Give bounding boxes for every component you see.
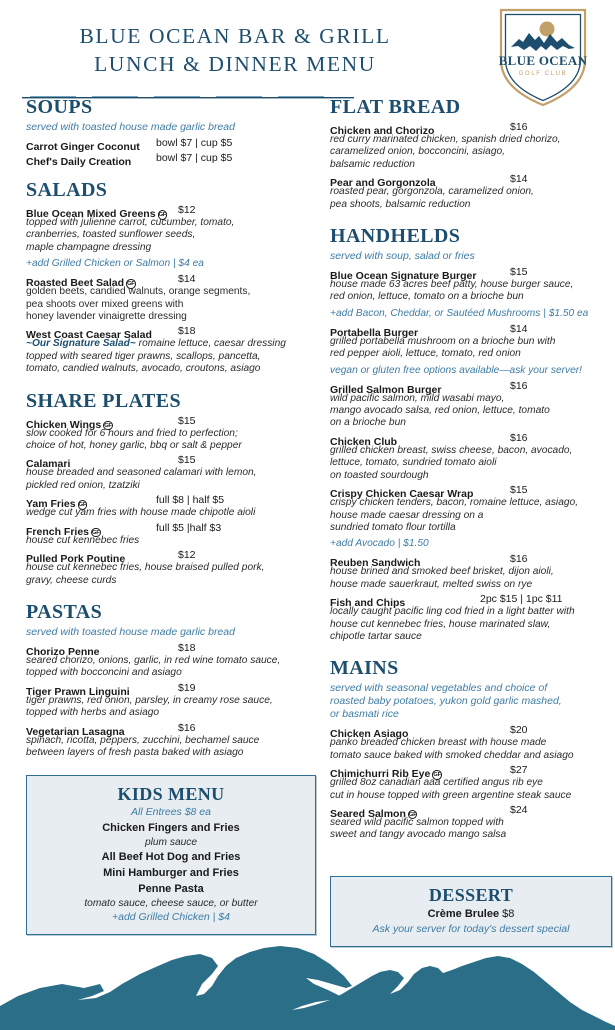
- menu-item: [330, 432, 612, 482]
- menu-item-price: bowl $7 | cup $5: [156, 152, 233, 164]
- menu-item: [330, 484, 612, 550]
- menu-item-price: $14: [178, 273, 196, 286]
- section-title: SOUPS: [26, 96, 93, 118]
- kids-menu-item: All Beef Hot Dog and Fries: [101, 851, 241, 863]
- menu-item-head: [26, 641, 316, 658]
- menu-item: [26, 454, 316, 492]
- dessert-item-name: Crème Brulee: [427, 908, 500, 920]
- section-title: HANDHELDS: [330, 225, 461, 248]
- menu-item-head: [330, 803, 612, 820]
- menu-item: [26, 273, 316, 323]
- logo-name: BLUE OCEAN: [498, 53, 588, 68]
- menu-item: [26, 549, 316, 587]
- menu-item-price: $16: [510, 553, 528, 566]
- menu-item-name: Reuben Sandwich: [330, 557, 421, 570]
- dessert-title: DESSERT: [428, 885, 514, 905]
- menu-item-price: $15: [178, 454, 196, 467]
- menu-item-price: $16: [178, 721, 196, 734]
- menu-item-head: [330, 379, 612, 396]
- menu-item: [26, 494, 316, 519]
- menu-item-description: grilled 8oz canadian aaa certified angus rib eye cut in house topped with green argentine steak sauce: [330, 777, 572, 801]
- menu-item-name: Chicken and Chorizo: [330, 125, 435, 137]
- menu-item: [26, 204, 316, 270]
- right-column: [330, 92, 612, 844]
- kids-menu-item-sub: plum sauce: [144, 837, 198, 848]
- menu-item-description: topped with julienne carrot, cucumber, tomato, cranberries, toasted sunflower seeds, maple champagne dressing: [26, 217, 235, 253]
- menu-item-name: Pear and Gorgonzola: [330, 177, 436, 190]
- sun-icon: [540, 22, 555, 37]
- menu-item-name: Carrot Ginger Coconut: [26, 141, 140, 153]
- menu-item-price: full $5 |half $3: [156, 521, 222, 534]
- menu-item-name: Fish and Chips: [330, 597, 406, 610]
- menu-item-price: $18: [178, 325, 196, 338]
- menu-item-head: [330, 431, 612, 448]
- menu-item-description: slow cooked for 6 hours and fried to perfection; choice of hot, honey garlic, bbq or salt & pepper: [26, 427, 242, 452]
- menu-item-price: $16: [510, 431, 528, 444]
- title-line-2: LUNCH & DINNER MENU: [94, 52, 376, 76]
- menu-item-name: Chimichurri Rib Eye: [330, 768, 431, 781]
- menu-item-description: grilled portabella mushroom on a brioche bun with red pepper aioli, lettuce, tomato, red onion: [330, 335, 556, 360]
- signature-tag: ~Our Signature Salad~: [26, 338, 136, 350]
- menu-item-price: $14: [510, 173, 528, 186]
- menu-item-description: spinach, ricotta, peppers, zucchini, bechamel sauce between layers of fresh pasta baked with asiago: [26, 734, 260, 758]
- menu-item-head: [26, 152, 316, 168]
- menu-item-price: $12: [178, 204, 196, 216]
- section-note: served with soup, salad or fries: [330, 250, 475, 263]
- menu-item: [330, 266, 612, 320]
- menu-item-description: grilled chicken breast, swiss cheese, bacon, avocado, lettuce, tomato, sundried tomato aioli on toasted sourdough: [330, 444, 573, 481]
- menu-item-head: [26, 454, 316, 471]
- menu-item-price: $24: [510, 803, 528, 816]
- menu-item-price: $15: [510, 266, 528, 279]
- menu-item-head: [26, 414, 316, 431]
- dessert-note: Ask your server for today's dessert special: [372, 923, 570, 935]
- menu-item-name: Grilled Salmon Burger: [330, 383, 442, 396]
- menu-item-head: [330, 173, 612, 190]
- dessert-item-price: $8: [502, 908, 515, 920]
- menu-item-description: house made 63 acres beef patty, house burger sauce, red onion, lettuce, tomato on a brioche bun: [330, 279, 574, 303]
- menu-item: [330, 121, 612, 171]
- kids-menu-addon: +add Grilled Chicken | $4: [111, 911, 230, 923]
- menu-item-description: red curry marinated chicken, spanish dried chorizo, caramelized onion, bocconcini, asiago, balsamic reduction: [330, 134, 561, 170]
- menu-item-addon: +add Grilled Chicken or Salmon | $4 ea: [26, 258, 204, 270]
- menu-item-addon: +add Bacon, Cheddar, or Sautéed Mushrooms | $1.50 ea: [330, 307, 589, 319]
- menu-item-name: Portabella Burger: [330, 326, 419, 339]
- menu-item-addon: +add Avocado | $1.50: [330, 538, 429, 550]
- menu-item-price: $14: [510, 322, 528, 335]
- menu-item-price: $27: [510, 764, 528, 777]
- menu-item-price: $12: [178, 549, 196, 562]
- kids-menu-title: KIDS MENU: [117, 784, 225, 804]
- menu-item-head: [26, 494, 316, 511]
- menu-item-head: [26, 325, 316, 342]
- menu-item-name: Yam Fries: [26, 498, 76, 511]
- menu-item-price: $16: [510, 121, 528, 133]
- dessert-box: [330, 876, 612, 947]
- menu-item-description: ~Our Signature Salad~ romaine lettuce, caesar dressing topped with seared tiger prawns, scallops, pancetta, tomato, candied walnuts, avocado, croutons, asiago: [26, 338, 286, 375]
- menu-item-description: house brined and smoked beef brisket, dijon aioli, house made sauerkraut, melted swiss on rye: [330, 566, 554, 590]
- menu-item-name: Vegetarian Lasagna: [26, 725, 125, 738]
- menu-item-head: [330, 484, 612, 501]
- menu-item-description: seared wild pacific salmon topped with sweet and tangy avocado mango salsa: [330, 816, 507, 841]
- menu-item-name: Chicken Club: [330, 435, 398, 448]
- menu-item-name: Tiger Prawn Linguini: [26, 685, 130, 698]
- menu-item-head: [330, 764, 612, 781]
- menu-item-name: Pulled Pork Poutine: [26, 553, 126, 566]
- title-line-1: BLUE OCEAN BAR & GRILL: [79, 24, 391, 48]
- menu-item: [330, 593, 612, 643]
- menu-item-head: [330, 266, 612, 283]
- kids-menu-item: Penne Pasta: [138, 883, 204, 895]
- section-note: served with toasted house made garlic bread: [26, 121, 235, 133]
- menu-item: [330, 380, 612, 430]
- section-title: MAINS: [330, 657, 399, 680]
- kids-menu-item: Chicken Fingers and Fries: [102, 822, 240, 834]
- gluten-free-icon: GF: [127, 281, 135, 288]
- menu-item: [26, 682, 316, 720]
- menu-item-price: 2pc $15 | 1pc $11: [480, 593, 563, 606]
- header-divider: [22, 87, 354, 91]
- menu-item: [330, 764, 612, 802]
- section-title: FLAT BREAD: [330, 96, 461, 118]
- menu-item-name: Blue Ocean Signature Burger: [330, 270, 477, 283]
- menu-item-description: tiger prawns, red onion, parsley, in creamy rose sauce, topped with herbs and asiago: [26, 694, 273, 719]
- section-note: served with toasted house made garlic bread: [26, 625, 235, 638]
- gluten-free-icon: GF: [158, 212, 167, 218]
- gluten-free-icon: GF: [433, 772, 441, 779]
- menu-item-name: Blue Ocean Mixed Greens: [26, 208, 156, 220]
- menu-item-price: $20: [510, 724, 528, 737]
- menu-item: [26, 522, 316, 547]
- menu-item-head: [26, 137, 316, 153]
- mountain-silhouette-icon: [0, 944, 615, 1030]
- menu-item-description: panko breaded chicken breast with house made tomato sauce baked with smoked cheddar and asiago: [330, 737, 574, 761]
- gluten-free-icon: GF: [104, 422, 112, 429]
- menu-item: [26, 415, 316, 453]
- menu-item-head: [26, 204, 316, 220]
- menu-item-price: $16: [510, 379, 528, 392]
- menu-item-name: Crispy Chicken Caesar Wrap: [330, 488, 474, 501]
- menu-item-price: $18: [178, 641, 196, 654]
- menu-item: [330, 804, 612, 842]
- menu-item-description: house cut kennebec fries, house braised pulled pork, gravy, cheese curds: [26, 562, 265, 586]
- menu-item-description: crispy chicken tenders, bacon, romaine lettuce, asiago, house made caesar dressing on a sundried tomato flour tortilla: [330, 497, 579, 533]
- menu-item-description: golden beets, candied walnuts, orange segments, pea shoots over mixed greens with honey lavender vinaigrette dressing: [26, 286, 251, 323]
- menu-item-name: French Fries: [26, 525, 90, 538]
- menu-item: [330, 553, 612, 591]
- kids-menu-item: Mini Hamburger and Fries: [103, 867, 239, 879]
- kids-menu-items: [37, 820, 305, 910]
- menu-item-head: [330, 724, 612, 741]
- menu-item: [26, 642, 316, 680]
- menu-item: [330, 724, 612, 762]
- menu-item-description: locally caught pacific ling cod fried in a light batter with house cut kennebec fries, house marinated slaw, chipotle tartar sauce: [330, 606, 575, 642]
- menu-item-description: house breaded and seasoned calamari with lemon, pickled red onion, tzatziki: [26, 467, 257, 491]
- menu-item-name: Chicken Wings: [26, 418, 102, 431]
- menu-item-head: [26, 521, 316, 538]
- menu-item-price: full $8 | half $5: [156, 494, 225, 507]
- dessert-item: [341, 906, 601, 922]
- section-title: SALADS: [26, 179, 108, 201]
- menu-item-description: house cut kennebec fries: [26, 534, 140, 546]
- menu-item-name: Seared Salmon: [330, 807, 406, 820]
- menu-item-price: $15: [510, 484, 528, 497]
- menu-item-price: bowl $7 | cup $5: [156, 137, 233, 149]
- kids-menu-note: All Entrees $8 ea: [131, 806, 211, 818]
- menu-item-price: $15: [178, 414, 196, 427]
- menu-item: [26, 137, 316, 153]
- page-title: [0, 22, 470, 78]
- menu-item-name: West Coast Caesar Salad: [26, 329, 152, 342]
- menu-item-head: [330, 121, 612, 137]
- menu-item-description: seared chorizo, onions, garlic, in red wine tomato sauce, topped with bocconcini and asiago: [26, 654, 281, 679]
- menu-item-head: [26, 549, 316, 566]
- menu-item-name: Chef's Daily Creation: [26, 156, 132, 168]
- menu-item: [330, 323, 612, 377]
- gluten-free-icon: GF: [408, 811, 417, 818]
- menu-item-name: Roasted Beet Salad: [26, 277, 125, 290]
- menu-item: [26, 722, 316, 760]
- menu-item-head: [26, 681, 316, 698]
- menu-item-description: roasted pear, gorgonzola, caramelized onion, pea shoots, balsamic reduction: [330, 186, 534, 210]
- menu-item-head: [26, 273, 316, 290]
- menu-item-addon: vegan or gluten free options available—ask your server!: [330, 364, 582, 376]
- section-title: SHARE PLATES: [26, 389, 182, 412]
- section-note: served with seasonal vegetables and choice of roasted baby potatoes, yukon gold garlic mashed, or basmati rice: [330, 682, 562, 721]
- section-title: PASTAS: [26, 600, 103, 623]
- menu-item-description: wedge cut yam fries with house made chipotle aioli: [26, 507, 256, 519]
- menu-item-head: [330, 553, 612, 570]
- menu-item-name: Calamari: [26, 458, 71, 471]
- gluten-free-icon: GF: [78, 502, 87, 509]
- left-column: [26, 92, 316, 761]
- menu-item-head: [26, 721, 316, 738]
- menu-item-name: Chicken Asiago: [330, 728, 409, 741]
- menu-header: [0, 0, 615, 92]
- gluten-free-icon: GF: [92, 529, 100, 536]
- menu-item: [26, 152, 316, 168]
- menu-item-head: [330, 593, 612, 610]
- menu-item: [330, 173, 612, 211]
- menu-item: [26, 325, 316, 375]
- footer-mountains: [0, 944, 615, 1030]
- kids-menu-box: [26, 775, 316, 935]
- kids-menu-item-sub: tomato sauce, cheese sauce, or butter: [84, 898, 258, 909]
- logo-subtitle: GOLF CLUB: [518, 71, 568, 77]
- menu-item-head: [330, 322, 612, 339]
- menu-item-description: wild pacific salmon, mild wasabi mayo, mango avocado salsa, red onion, lettuce, tomato on a brioche bun: [330, 392, 550, 429]
- menu-item-name: Chorizo Penne: [26, 645, 100, 658]
- menu-item-price: $19: [178, 681, 196, 694]
